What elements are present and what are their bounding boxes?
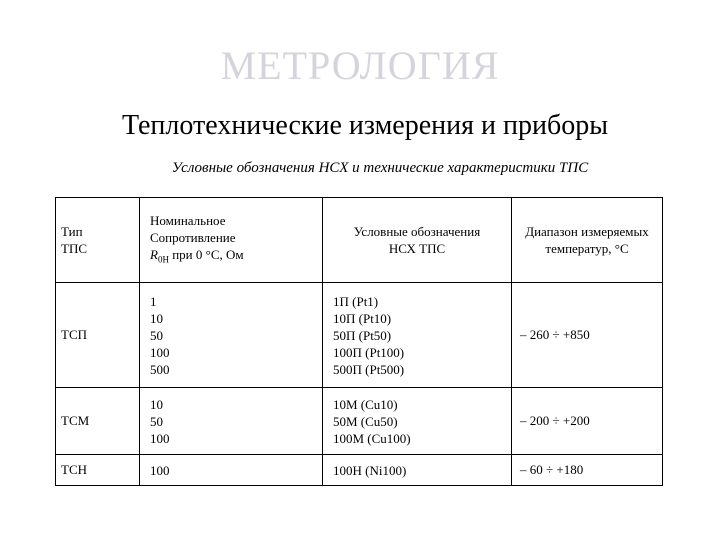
resistance-value: 100: [150, 430, 170, 446]
table-row: [56, 283, 663, 388]
table-row: [56, 388, 663, 455]
row-type: ТСМ: [56, 388, 140, 455]
resistance-value: 50: [150, 327, 163, 343]
table-row: [56, 455, 663, 486]
header-type: [56, 198, 140, 283]
designation-value: 50М (Cu50): [333, 413, 398, 429]
row-designation: [323, 388, 512, 455]
header-type-line: Тип: [61, 224, 83, 239]
row-designation: [323, 283, 512, 388]
header-range: [512, 198, 663, 283]
resistance-value: 1: [150, 293, 157, 309]
row-range: – 200 ÷ +200: [512, 388, 663, 455]
resistance-value: 100: [150, 344, 170, 360]
designation-value: 100П (Pt100): [333, 344, 405, 360]
slide-title: МЕТРОЛОГИЯ: [220, 43, 500, 88]
header-type-line: ТПС: [61, 241, 87, 256]
designation-value: 50П (Pt50): [333, 327, 392, 343]
tps-characteristics-table: [55, 197, 663, 486]
header-resistance-line: Номинальное: [150, 212, 226, 228]
designation-value: 100М (Cu100): [333, 430, 411, 446]
designation-value: 100Н (Ni100): [333, 462, 407, 478]
header-range-line: Диапазон измеряемых: [525, 224, 649, 239]
row-range: – 60 ÷ +180: [512, 455, 663, 486]
header-designation-line: Условные обозначения: [353, 224, 481, 239]
designation-value: 10П (Pt10): [333, 310, 392, 326]
designation-value: 500П (Pt500): [333, 361, 405, 377]
resistance-value: 10: [150, 396, 163, 412]
resistance-subscript: 0Н: [157, 254, 169, 265]
row-type: ТСП: [56, 283, 140, 388]
resistance-unit: при 0 °С, Ом: [168, 246, 244, 262]
row-resistance: [140, 283, 323, 388]
table-header-row: [56, 198, 663, 283]
header-designation-line: НСХ ТПС: [388, 241, 446, 256]
resistance-value: 50: [150, 413, 163, 429]
header-range-line: температур, °С: [545, 241, 629, 256]
resistance-symbol: R: [150, 246, 158, 262]
row-resistance: [140, 388, 323, 455]
row-type: ТСН: [56, 455, 140, 486]
designation-value: 1П (Pt1): [333, 293, 379, 309]
row-resistance: [140, 455, 323, 486]
header-resistance-formula: [150, 246, 322, 269]
header-designation: [323, 198, 512, 283]
table-caption: Условные обозначения НСХ и технические характеристики ТПС: [171, 160, 589, 176]
resistance-value: 100: [150, 462, 170, 478]
slide-subtitle: Теплотехнические измерения и приборы: [121, 110, 609, 141]
resistance-value: 10: [150, 310, 163, 326]
row-designation: [323, 455, 512, 486]
row-range: – 260 ÷ +850: [512, 283, 663, 388]
resistance-value: 500: [150, 361, 170, 377]
header-resistance-line: Сопротивление: [150, 229, 236, 245]
designation-value: 10М (Cu10): [333, 396, 398, 412]
header-resistance: [140, 198, 323, 283]
